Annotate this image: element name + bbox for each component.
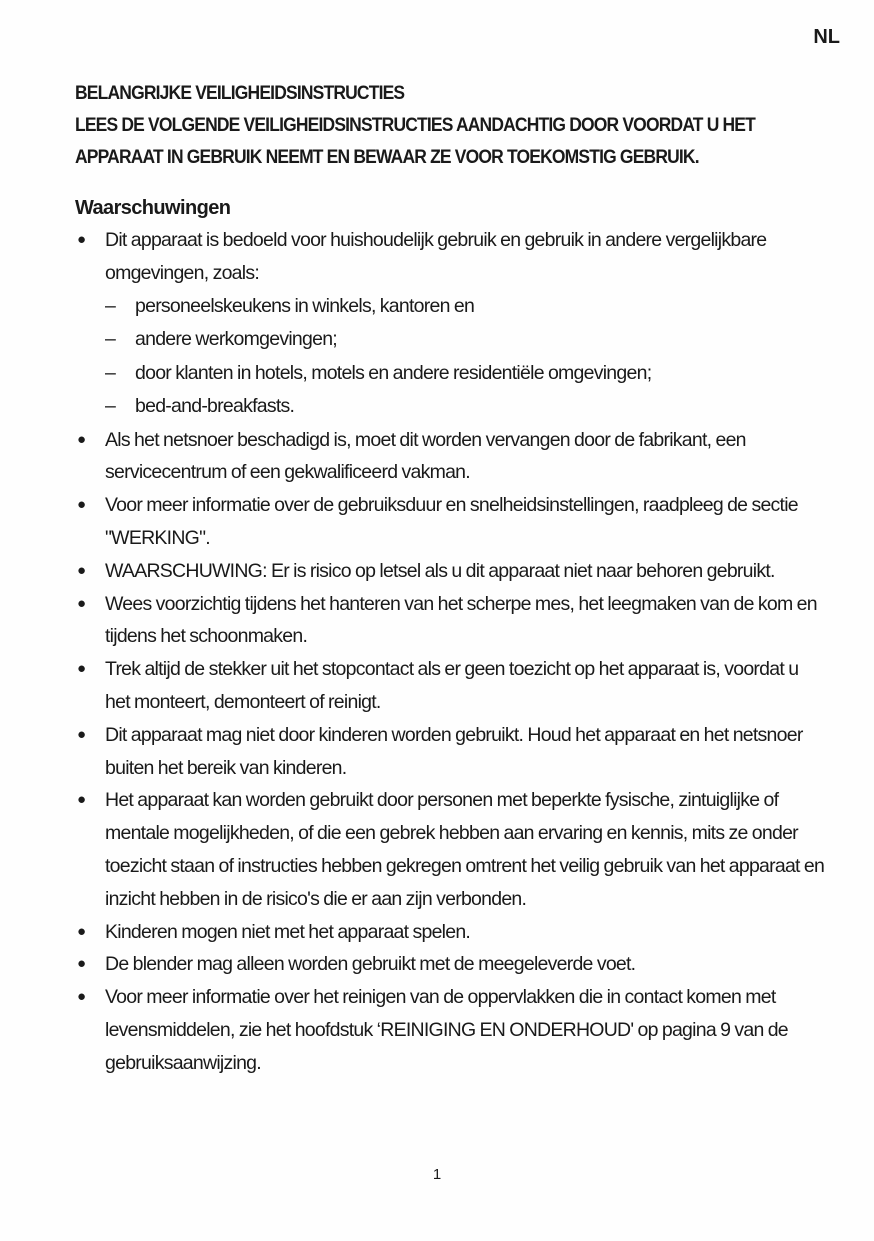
- list-item-text: De blender mag alleen worden gebruikt met de meegeleverde voet.: [105, 953, 636, 976]
- list-item-text: Dit apparaat mag niet door kinderen worden gebruikt. Houd het apparaat en het netsnoer buiten het bereik van kinderen.: [105, 723, 803, 779]
- list-item-text: Kinderen mogen niet met het apparaat spelen.: [105, 920, 471, 943]
- list-item: [75, 719, 825, 785]
- bullet-icon: ●: [77, 594, 86, 612]
- list-item: [75, 653, 825, 719]
- language-code: NL: [813, 26, 840, 48]
- bullet-icon: ●: [77, 561, 86, 579]
- bullet-icon: ●: [77, 660, 86, 678]
- bullet-icon: ●: [77, 791, 86, 809]
- list-item-text: Voor meer informatie over de gebruiksduur en snelheidsinstellingen, raadpleeg de sectie "WERKING".: [105, 494, 798, 549]
- bullet-icon: ●: [77, 496, 86, 514]
- bullet-icon: ●: [77, 231, 86, 248]
- section-title: Waarschuwingen: [75, 197, 231, 219]
- list-item-text: Dit apparaat is bedoeld voor huishoudelijk gebruik en gebruik in andere vergelijkbare omgevingen, zoals:: [105, 229, 767, 284]
- bullet-icon: ●: [77, 725, 86, 743]
- document-heading: [75, 78, 825, 174]
- list-item: [75, 784, 825, 915]
- dash-icon: –: [105, 361, 116, 384]
- list-item: [75, 916, 825, 949]
- list-item: [75, 588, 825, 654]
- list-item-text: Het apparaat kan worden gebruikt door personen met beperkte fysische, zintuiglijke of mentale mogelijkheden, of die een gebrek hebben aan ervaring en kennis, mits ze onder toezicht staan of instructies hebben gekregen omtrent het veilig gebruik van het apparaat en inzicht hebben in de risico's die er aan zijn verbonden.: [105, 789, 825, 910]
- list-item-text: Voor meer informatie over het reinigen van de oppervlakken die in contact komen met levensmiddelen, zie het hoofdstuk ‘REINIGING EN ONDERHOUD' op pagina 9 van de gebruiksaanwijzing.: [105, 986, 788, 1074]
- bullet-icon: ●: [77, 922, 86, 940]
- bullet-icon: ●: [77, 988, 86, 1006]
- sub-list-item-text: andere werkomgevingen;: [135, 328, 337, 351]
- sub-list-item-text: bed-and-breakfasts.: [135, 395, 295, 418]
- bullet-icon: ●: [77, 430, 86, 448]
- heading-line-1: BELANGRIJKE VEILIGHEIDSINSTRUCTIES: [75, 83, 405, 104]
- list-item-text: Trek altijd de stekker uit het stopcontact als er geen toezicht op het apparaat is, voordat u het monteert, demonteert of reinigt.: [105, 658, 799, 713]
- sub-list-item: [105, 357, 825, 391]
- sub-list-item-text: door klanten in hotels, motels en andere residentiële omgevingen;: [135, 361, 652, 384]
- list-item: [75, 981, 825, 1079]
- dash-icon: –: [105, 294, 116, 317]
- list-item: [75, 424, 825, 490]
- safety-instructions: [75, 78, 825, 1080]
- list-item-text: Wees voorzichtig tijdens het hanteren van het scherpe mes, het leegmaken van de kom en tijdens het schoonmaken.: [105, 592, 817, 648]
- list-item: [75, 555, 825, 588]
- list-item-text: Als het netsnoer beschadigd is, moet dit worden vervangen door de fabrikant, een servicecentrum of een gekwalificeerd vakman.: [105, 428, 746, 484]
- sub-list-item: [105, 323, 825, 357]
- sub-list-item: [105, 290, 825, 324]
- heading-line-3: APPARAAT IN GEBRUIK NEEMT EN BEWAAR ZE VOOR TOEKOMSTIG GEBRUIK.: [75, 147, 699, 168]
- sub-list-item-text: personeelskeukens in winkels, kantoren en: [135, 294, 475, 317]
- list-item: [75, 224, 825, 424]
- bullet-icon: ●: [77, 955, 86, 973]
- list-item: [75, 948, 825, 981]
- sub-list-item: [105, 390, 825, 424]
- dash-icon: –: [105, 328, 116, 351]
- sub-list: [105, 290, 825, 424]
- page-number: 1: [432, 1166, 442, 1183]
- list-item: [75, 489, 825, 555]
- list-item-text: WAARSCHUWING: Er is risico op letsel als u dit apparaat niet naar behoren gebruikt.: [105, 559, 775, 582]
- warnings-list: [75, 224, 825, 1080]
- dash-icon: –: [105, 395, 116, 418]
- heading-line-2: LEES DE VOLGENDE VEILIGHEIDSINSTRUCTIES AANDACHTIG DOOR VOORDAT U HET: [75, 115, 755, 136]
